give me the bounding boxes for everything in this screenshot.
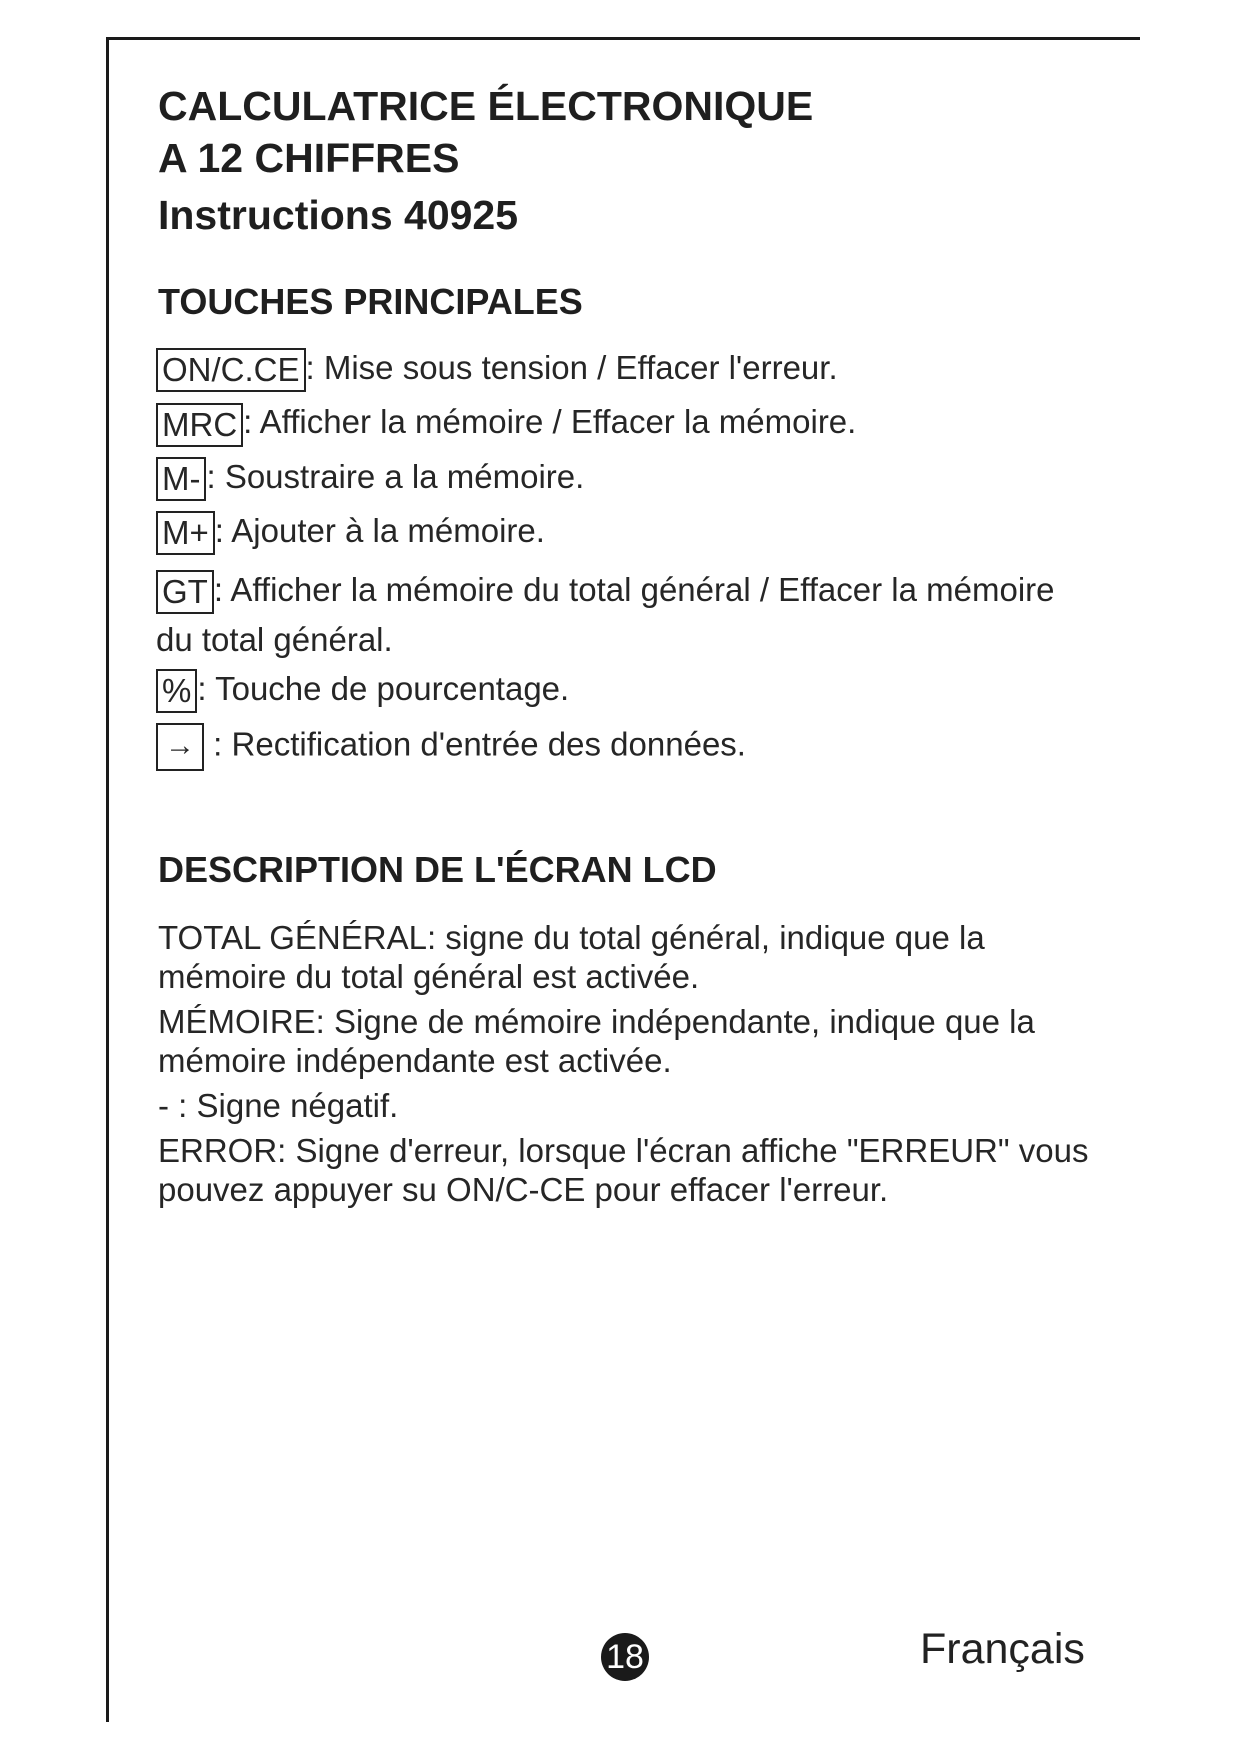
key-item-on-c-ce: [156, 348, 1096, 392]
page-number: 18: [601, 1633, 649, 1681]
lcd-description: [158, 918, 1098, 1209]
arrow-right-icon: →: [156, 723, 204, 771]
key-list: [156, 348, 1096, 781]
title-line-2: A 12 CHIFFRES: [158, 135, 460, 181]
key-on-c-ce: ON/C.CE: [156, 348, 306, 392]
page-frame-top-rule: [108, 37, 1140, 40]
key-item-percent: [156, 669, 1096, 713]
key-item-mrc: [156, 402, 1096, 446]
key-description: : Mise sous tension / Effacer l'erreur.: [305, 349, 838, 386]
document-title: [158, 80, 813, 184]
key-item-m-plus: [156, 511, 1096, 555]
key-item-gt: [156, 565, 1096, 665]
key-description: : Afficher la mémoire / Effacer la mémoire.: [243, 403, 857, 441]
key-percent: %: [156, 669, 197, 713]
key-item-m-minus: [156, 457, 1096, 501]
key-gt: GT: [156, 570, 214, 614]
key-description: : Rectification d'entrée des données.: [204, 726, 746, 764]
lcd-item-error: ERROR: Signe d'erreur, lorsque l'écran affiche "ERREUR" vous pouvez appuyer su ON/C-CE pour effacer l'erreur.: [158, 1132, 1089, 1208]
language-label: Français: [920, 1625, 1085, 1673]
key-description: : Ajouter à la mémoire.: [214, 511, 545, 549]
title-line-1: CALCULATRICE ÉLECTRONIQUE: [158, 83, 814, 129]
key-description: : Touche de pourcentage.: [197, 670, 570, 708]
key-mrc: MRC: [156, 403, 243, 447]
lcd-item-negative-sign: - : Signe négatif.: [158, 1087, 399, 1124]
page-frame-left-rule: [106, 37, 109, 1722]
document-subtitle: Instructions 40925: [158, 192, 519, 238]
key-description: : Soustraire a la mémoire.: [206, 457, 585, 495]
keys-section-heading: TOUCHES PRINCIPALES: [158, 281, 583, 322]
lcd-item-memoire: MÉMOIRE: Signe de mémoire indépendante, indique que la mémoire indépendante est activée.: [158, 1003, 1035, 1079]
key-item-arrow: [156, 723, 1096, 771]
lcd-section-heading: DESCRIPTION DE L'ÉCRAN LCD: [158, 849, 717, 890]
lcd-item-total-general: TOTAL GÉNÉRAL: signe du total général, indique que la mémoire du total général est activée.: [158, 919, 985, 995]
key-description: : Afficher la mémoire du total général / Effacer la mémoire du total général.: [156, 571, 1055, 659]
key-m-plus: M+: [156, 511, 215, 555]
key-m-minus: M-: [156, 457, 206, 501]
